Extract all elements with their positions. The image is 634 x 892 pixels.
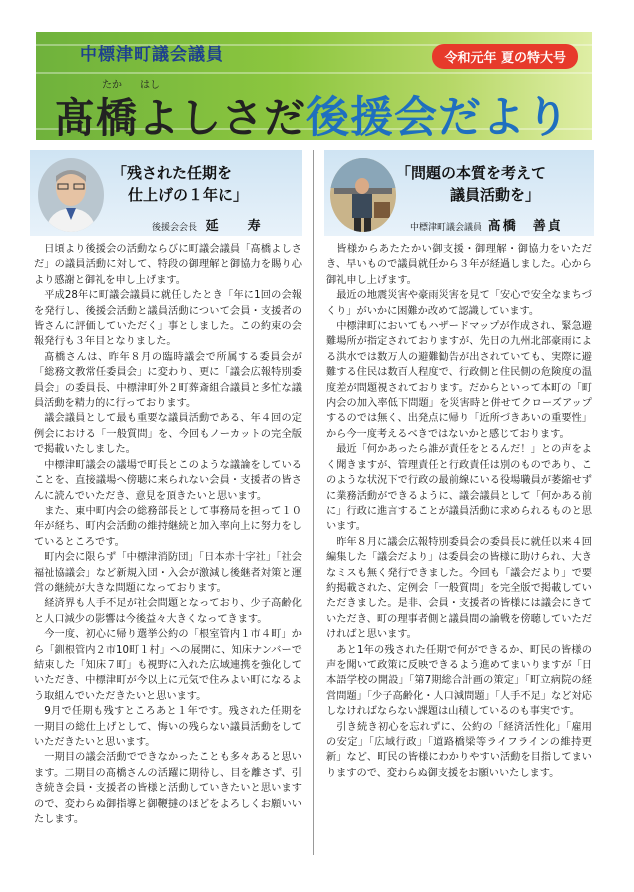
left-paragraph: また、東中町内会の総務部長として事務局を担って１０年が経ち、町内会活動の維持継続と加入率向上に努力をしているところです。	[34, 505, 302, 548]
left-paragraph: 一期目の議会活動でできなかったことも多々あると思います。二期目の髙橋さんの活躍に期待し、目を離さず、引き続き会員・支援者の皆様と活動していきたいと思いますので、変わらぬ御指導と御鞭撻のほどをよろしくお願いいたします。	[34, 752, 302, 826]
left-paragraph: 日頃より後援会の活動ならびに町議会議員「髙橋よしさだ」の議員活動に対して、特段の御理解と御協力を賜り心より感謝と御礼を申し上げます。	[34, 244, 302, 286]
chairman-portrait-icon	[38, 158, 104, 232]
furigana-taka: たか	[102, 80, 122, 91]
right-paragraph: あと1年の残された任期で何ができるか、町民の皆様の声を聞いて政策に反映できるよう進めてまいりますが「日本語学校の開設」「第7期総合計画の策定」「町立病院の経営問題」「少子高齢化・人口減問題」「人手不足」など対応しなければならない課題は山積しているのも事実です。	[326, 644, 592, 718]
right-byline	[410, 215, 563, 234]
left-paragraph: 町内会に限らず「中標津消防団」「日本赤十字社」「社会福祉協議会」など新規入団・入会が激減し後継者対策と運営の継続が大きな問題になっております。	[34, 552, 302, 594]
right-paragraph: 最近「何かあったら誰が責任をとるんだ！」との声をよく聞きますが、管理責任と行政責任は別のものであり、このような状況下で行政の最前線にいる役場職員が萎縮せずに業務活動ができるように、議会議員として「何かある前に」行政に進言することが議員活動に求められるものと思います。	[326, 444, 592, 533]
left-paragraph: 議会議員として最も重要な議員活動である、年４回の定例会における「一般質問」を、今回もノーカットの完全版で掲載いたしました。	[34, 413, 302, 456]
left-paragraph: 9月で任期も残すところあと１年です。残された任期を一期目の総仕上げとして、悔いの残らない議員活動をしていただきたいと思います。	[34, 706, 302, 748]
left-paragraph: 髙橋さんは、昨年８月の臨時議会で所属する委員会が「総務文教常任委員会」に変わり、更に「議会広報特別委員会」の委員長、中標津町外２町葬斎組合議員と多忙な議員活動を精力的に行っております。	[34, 351, 302, 410]
left-byline-name: 延 寿	[205, 219, 269, 234]
left-article-body	[34, 242, 302, 827]
masthead	[36, 32, 592, 140]
right-paragraph: 皆様からあたたかい御支援・御理解・御協力をいただき、早いもので議員就任から３年が経過しました。心から御礼申し上げます。	[326, 244, 592, 286]
left-paragraph: 中標津町議会の議場で町長とこのような議論をしていることを、直接議場へ傍聴に来られない会員・支援者の皆さんに読んでいただき、意見を頂きたいと思います。	[34, 459, 302, 502]
right-byline-role: 中標津町議会議員	[410, 223, 483, 233]
chairman-photo	[38, 158, 104, 232]
left-paragraph: 平成28年に町議会議員に就任したとき「年に1回の会報を発行し、後援会活動と議員活動について会員・支援者の皆さんに評価していただく」事としました。この約束の会報発行も３年目となりました。	[34, 290, 302, 348]
member-photo	[330, 158, 396, 232]
right-article-body	[326, 242, 592, 781]
member-portrait-icon	[330, 158, 396, 232]
title-tail: 後援会だより	[306, 93, 570, 140]
left-paragraph: 今一度、初心に帰り選挙公約の「根室管内１市４町」から「釧根管内２市10町１村」への展開に、知床ナンバーで結束した「知床７町」も視野に入れた広域連携を強化していただき、中標津町が今以上に元気で住みよい町になるよう取組んでいただきたいと思います。	[34, 629, 302, 702]
right-byline-name: 髙橋 善貞	[487, 219, 563, 234]
left-headline-line2: 仕上げの１年に」	[128, 186, 249, 204]
right-paragraph: 引き続き初心を忘れずに、公約の「経済活性化」「雇用の安定」「広域行政」「道路橋梁等ライフラインの維持更新」など、町民の皆様にわかりやすい活動を目指してまいりますので、変わらぬ御支援をお願いいたします。	[326, 721, 592, 779]
right-paragraph: 中標津町においてもハザードマップが作成され、緊急避難場所が指定されておりますが、先日の九州北部豪雨による洪水では数万人の避難勧告が出されていても、実際に避難する住民は数百人程度で、行政側と住民側の危険度の温度差が問題視されております。だからといって本町の「町内会の加入率低下問題」を災害時と併せてクローズアップするのでは無く、出発点に帰り「近所づきあいの重要性」から今一度考えるべきではないかと感じております。	[326, 321, 592, 440]
furigana-hashi: はし	[140, 80, 160, 91]
newsletter-title	[54, 84, 570, 140]
left-byline-role: 後援会会長	[152, 223, 198, 233]
left-paragraph: 経済界も人手不足が社会問題となっており、少子高齢化と人口減少の影響は今後益々大きくなってきます。	[34, 598, 302, 625]
issue-badge: 令和元年 夏の特大号	[432, 44, 578, 69]
column-divider	[313, 150, 314, 855]
right-paragraph: 昨年８月に議会広報特別委員会の委員長に就任以来４回編集した「議会だより」は委員会の皆様に助けられ、大きなミスも無く発行できました。今回も「議会だより」で要約掲載された、定例会「一般質問」を完全版で掲載していただきました。是非、会員・支援者の皆様には議会にきていただき、町の理事者側と議員間の論戦を傍聴していただければと思います。	[326, 536, 592, 641]
title-main: 髙橋よしさだ	[54, 94, 306, 140]
right-headline-line1: 「問題の本質を考えて	[396, 164, 547, 182]
right-paragraph: 最近の地震災害や豪雨災害を見て「安心で安全なまちづくり」がいかに困難か改めて認識しています。	[326, 290, 592, 317]
left-headline-line1: 「残された任期を	[112, 164, 233, 182]
assembly-member-label: 中標津町議会議員	[80, 45, 224, 65]
right-headline-line2: 議員活動を」	[450, 186, 541, 204]
masthead-stripe	[36, 72, 592, 74]
left-byline	[152, 215, 269, 234]
